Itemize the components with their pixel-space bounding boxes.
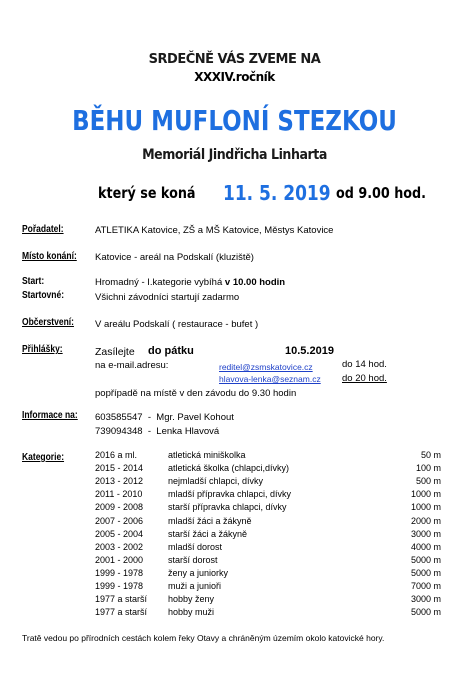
category-row [0, 568, 469, 581]
registration-send: Zasílejte [95, 346, 135, 358]
category-row [0, 555, 469, 568]
category-name: starší přípravka chlapci, dívky [168, 502, 287, 513]
contact-name: Mgr. Pavel Kohout [156, 412, 234, 423]
category-name: starší dorost [168, 554, 218, 565]
category-row [0, 489, 469, 502]
refreshments-value: V areálu Podskalí ( restaurace - bufet ) [95, 319, 259, 330]
category-row [0, 594, 469, 607]
fee-value: Všichni závodníci startují zadarmo [95, 292, 240, 303]
event-time: od 9.00 hod. [336, 184, 427, 202]
contact-phone: 603585547 [95, 412, 143, 423]
category-years: 1999 - 1978 [95, 581, 144, 591]
event-date: 11. 5. 2019 [223, 181, 331, 205]
category-years: 1999 - 1978 [95, 567, 144, 578]
category-name: nejmladší chlapci, dívky [168, 476, 264, 487]
category-distance: 3000 m [410, 594, 441, 605]
organizer-value: ATLETIKA Katovice, ZŠ a MŠ Katovice, Městys Katovice [95, 225, 334, 236]
category-distance: 50 m [420, 450, 441, 460]
category-name: mladší žáci a žákyně [168, 515, 252, 526]
contact-row [95, 412, 234, 423]
category-row [0, 581, 469, 594]
category-years: 2015 - 2014 [95, 463, 144, 474]
category-years: 2003 - 2002 [95, 541, 144, 552]
date-prefix: který se koná [98, 184, 196, 202]
contact-separator: - [147, 412, 152, 423]
contact-name: Lenka Hlavová [156, 426, 220, 437]
category-distance: 100 m [415, 463, 441, 474]
category-name: starší žáci a žákyně [168, 528, 248, 539]
category-years: 2011 - 2010 [95, 489, 143, 500]
category-row [0, 463, 469, 476]
email1-deadline: do 14 hod. [342, 359, 387, 370]
category-name: hobby ženy [168, 594, 215, 605]
start-label: Start: [22, 276, 45, 287]
organizer-label: Pořadatel: [22, 224, 64, 235]
email-link-2[interactable]: hlavova-lenka@seznam.cz [219, 374, 321, 384]
start-time: v 10.00 hodin [224, 277, 286, 288]
category-distance: 500 m [415, 476, 441, 487]
category-row [0, 516, 469, 529]
registration-label: Přihlášky: [22, 344, 63, 355]
footer-note: Tratě vedou po přírodních cestách kolem řeky Otavy a chráněným územím okolo katovické hory. [22, 633, 385, 643]
fee-label: Startovné: [22, 290, 65, 301]
email-link-1[interactable]: reditel@zsmskatovice.cz [219, 362, 313, 372]
venue-label: Místo konání: [22, 251, 77, 262]
category-years: 2013 - 2012 [95, 476, 144, 487]
edition-line: XXXIV.ročník [194, 70, 275, 84]
category-row [0, 607, 469, 620]
contact-separator: - [147, 426, 152, 437]
registration-onsite: popřípadě na místě v den závodu do 9.30 hodin [95, 388, 297, 399]
registration-until: do pátku [148, 345, 194, 357]
category-name: mladší dorost [168, 541, 223, 552]
memorial-subtitle: Memoriál Jindřicha Linharta [142, 147, 327, 163]
category-name: atletická miniškolka [168, 450, 246, 460]
category-distance: 5000 m [410, 554, 441, 565]
venue-value: Katovice - areál na Podskalí (kluziště) [95, 252, 254, 263]
email2-deadline: do 20 hod. [342, 373, 387, 384]
category-years: 2007 - 2006 [95, 515, 144, 526]
category-distance: 7000 m [410, 581, 441, 591]
category-name: ženy a juniorky [168, 567, 229, 578]
category-distance: 5000 m [410, 607, 441, 618]
category-row [0, 450, 469, 463]
start-text: Hromadný - I.kategorie vybíhá [95, 277, 225, 288]
date-line [0, 181, 469, 205]
category-row [0, 476, 469, 489]
category-distance: 1000 m [410, 502, 441, 513]
categories-label: Kategorie: [22, 452, 65, 463]
registration-until-date: 10.5.2019 [285, 345, 334, 357]
category-name: mladší přípravka chlapci, dívky [168, 489, 292, 500]
refreshments-label: Občerstvení: [22, 317, 74, 328]
info-label: Informace na: [22, 410, 78, 421]
category-years: 2016 a ml. [95, 450, 138, 460]
category-years: 1977 a starší [95, 607, 148, 618]
category-distance: 4000 m [410, 541, 441, 552]
category-distance: 2000 m [410, 515, 441, 526]
category-name: atletická školka (chlapci,dívky) [168, 463, 290, 474]
category-row [0, 502, 469, 515]
category-distance: 1000 m [410, 489, 441, 500]
category-distance: 5000 m [410, 567, 441, 578]
contact-row [95, 426, 219, 437]
category-name: hobby muži [168, 607, 215, 618]
category-row [0, 542, 469, 555]
category-years: 2009 - 2008 [95, 502, 144, 513]
category-distance: 3000 m [410, 528, 441, 539]
category-row [0, 529, 469, 542]
category-years: 2001 - 2000 [95, 554, 144, 565]
start-value [95, 277, 285, 288]
invitation-line: SRDEČNĚ VÁS ZVEME NA [148, 52, 321, 67]
event-title: BĚHU MUFLONÍ STEZKOU [72, 104, 397, 137]
registration-email-label: na e-mail.adresu: [95, 360, 169, 371]
category-years: 2005 - 2004 [95, 528, 144, 539]
category-years: 1977 a starší [95, 594, 148, 605]
category-name: muži a junioři [168, 581, 222, 591]
contact-phone: 739094348 [95, 426, 143, 437]
